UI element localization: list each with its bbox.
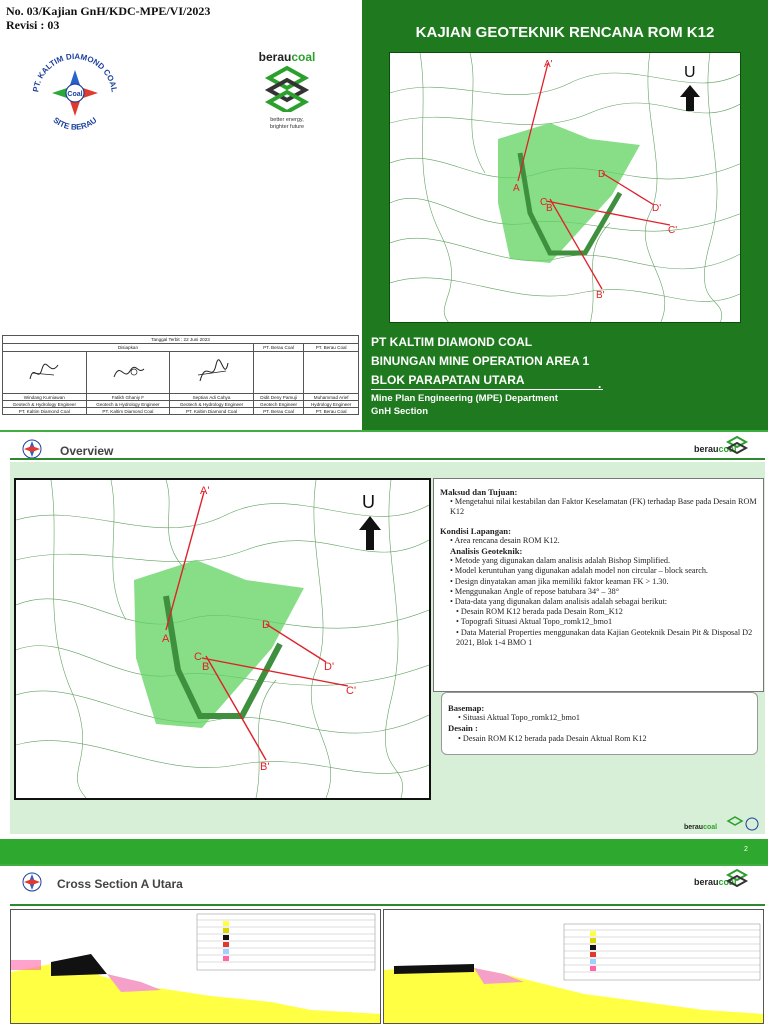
- north-arrow-icon: [359, 516, 381, 550]
- label-a-prime: A': [544, 59, 553, 70]
- analisis-heading: Analisis Geoteknik:: [450, 546, 523, 557]
- label-b: B: [546, 203, 553, 214]
- north-label: U: [362, 492, 375, 512]
- seal-bottom-text: SITE BERAU: [51, 115, 99, 132]
- signature-icon: [192, 357, 232, 387]
- signature-cell-empty: [253, 352, 303, 394]
- cross-section-right: [383, 909, 764, 1024]
- label-d-prime: D': [652, 203, 662, 214]
- approver-name: Septian Adi Cahya: [170, 394, 254, 401]
- approval-header-berau-1: PT. Berau Coal: [253, 344, 303, 352]
- department-info: [371, 392, 558, 418]
- kondisi-heading: Kondisi Lapangan:: [440, 525, 511, 536]
- label-d: D: [598, 169, 606, 180]
- approval-date: Tanggal Terbit : 22 Juni 2023: [3, 336, 359, 344]
- berau-coal-emblem-icon: [247, 64, 327, 112]
- block-name: BLOK PARAPATAN UTARA: [371, 373, 525, 387]
- cross-section-title: Cross Section A Utara: [57, 877, 183, 891]
- svg-text:SITE BERAU: [52, 115, 99, 131]
- basemap-heading: Basemap:: [448, 703, 485, 713]
- approver-name: Fatikh Ghaniy F: [86, 394, 170, 401]
- cross-section-header-line: [10, 904, 765, 906]
- approver-company: PT. Kaltim Diamond Coal: [86, 408, 170, 415]
- north-arrow-icon: [680, 85, 700, 111]
- approver-company: PT. Kaltim Diamond Coal: [3, 408, 87, 415]
- mine-operation-area: BINUNGAN MINE OPERATION AREA 1: [371, 354, 590, 368]
- cross-section-drawing: [11, 910, 381, 1024]
- approver-role: Geotech & Hydrology Engineer: [86, 401, 170, 408]
- approver-name: Windang Kurniawan: [3, 394, 87, 401]
- berau-coal-emblem-icon: [724, 869, 750, 891]
- overview-footer-bar: [0, 839, 768, 864]
- approver-role: Geotech & Hydrology Engineer: [170, 401, 254, 408]
- label-b-prime: B': [596, 290, 605, 301]
- berau-coal-logo: [247, 50, 327, 135]
- cross-section-left: [10, 909, 381, 1024]
- objectives-textbox: [433, 478, 764, 692]
- analisis-item: • Metode yang digunakan dalam analisis adalah Bishop Simplified.: [450, 556, 757, 566]
- analisis-item: • Menggunakan Angle of repose batubara 34° – 38°: [450, 587, 757, 597]
- cover-site-map: [389, 52, 741, 323]
- kdc-mini-seal-icon: [12, 436, 52, 460]
- material-legend-table: [564, 924, 760, 980]
- section-name: GnH Section: [371, 406, 429, 417]
- overview-site-map: [14, 478, 431, 800]
- logo-word-coal: coal: [718, 877, 737, 887]
- signature-cell-empty: [304, 352, 359, 394]
- cross-section-drawing: [384, 910, 764, 1024]
- overview-title: Overview: [60, 444, 114, 458]
- material-legend-table: [197, 914, 375, 970]
- approval-header-prepared: Disiapkan: [3, 344, 254, 352]
- logo-word-coal: coal: [703, 824, 718, 831]
- document-number-block: [6, 4, 210, 32]
- analisis-item: • Design dinyatakan aman jika memiliki faktor keaman FK > 1.30.: [450, 577, 757, 587]
- seal-top-text: PT. KALTIM DIAMOND COAL: [31, 51, 119, 93]
- approval-table: [2, 335, 359, 415]
- company-name: PT KALTIM DIAMOND COAL: [371, 335, 533, 349]
- signature-cell: [3, 352, 87, 394]
- logo-word-coal: coal: [291, 50, 316, 64]
- label-b: B: [202, 661, 210, 673]
- label-a: A: [513, 183, 520, 194]
- signature-cell: [170, 352, 254, 394]
- maksud-heading: Maksud dan Tujuan:: [440, 487, 518, 497]
- label-c-prime: C': [346, 685, 357, 697]
- topographic-map: [390, 53, 741, 323]
- label-b-prime: B': [260, 761, 270, 773]
- analisis-item: • Data-data yang digunakan dalam analisis adalah sebagai berikut:: [450, 597, 757, 607]
- label-d: D: [262, 619, 270, 631]
- signature-icon: [24, 357, 64, 387]
- logo-word-berau: berau: [684, 824, 704, 831]
- logo-word-coal: coal: [718, 444, 737, 454]
- label-c: C: [194, 651, 202, 663]
- cover-title: KAJIAN GEOTEKNIK RENCANA ROM K12: [415, 24, 715, 41]
- document-number: No. 03/Kajian GnH/KDC-MPE/VI/2023: [6, 4, 211, 18]
- underline-dot: .: [598, 377, 602, 391]
- seal-center-text: Coal: [67, 91, 83, 98]
- desain-item: • Desain ROM K12 berada pada Desain Aktual Rom K12: [458, 734, 751, 744]
- data-item: • Desain ROM K12 berada pada Desain Rom_K12: [456, 607, 757, 617]
- approver-name: Didit Deny Pamuji: [253, 394, 303, 401]
- approver-role: Geotech Engineer: [253, 401, 303, 408]
- topographic-map: [16, 480, 429, 798]
- north-label: U: [684, 64, 696, 81]
- label-d-prime: D': [324, 661, 335, 673]
- footer-emblems-icon: [726, 815, 760, 835]
- signature-icon: [108, 357, 148, 387]
- desain-heading: Desain :: [448, 723, 478, 734]
- label-c: C: [540, 197, 548, 208]
- kondisi-item: • Area rencana desain ROM K12.: [450, 536, 757, 546]
- footer-logo: [684, 824, 717, 831]
- department-name: Mine Plan Engineering (MPE) Department: [371, 393, 558, 404]
- kdc-mini-seal-icon: [12, 869, 52, 893]
- maksud-item: • Mengetahui nilai kestabilan dan Faktor Keselamatan (FK) terhadap Base pada Desain ROM K12: [450, 497, 757, 517]
- revision-number: Revisi : 03: [6, 18, 60, 32]
- basemap-textbox: [441, 692, 758, 755]
- basemap-item: • Situasi Aktual Topo_romk12_bmo1: [458, 713, 751, 723]
- data-item: • Data Material Properties menggunakan data Kajian Geoteknik Desain Pit & Disposal D2 2021, Blok 1-4 BMO 1: [456, 628, 757, 648]
- logo-word-berau: berau: [258, 50, 292, 64]
- analisis-item: • Model keruntuhan yang digunakan adalah model non circular – block search.: [450, 566, 757, 576]
- company-underline: [371, 389, 603, 390]
- approver-company: PT. Berau Coal: [253, 408, 303, 415]
- kaltim-diamond-coal-seal: [20, 44, 130, 134]
- signature-cell: [86, 352, 170, 394]
- label-a: A: [162, 633, 170, 645]
- logo-tagline-2: brighter future: [269, 124, 305, 130]
- company-info: [371, 333, 589, 390]
- approver-company: PT. Berau Coal: [304, 408, 359, 415]
- approver-company: PT. Kaltim Diamond Coal: [170, 408, 254, 415]
- page-number: 2: [744, 846, 748, 853]
- approver-name: Muhammad Arief: [304, 394, 359, 401]
- logo-tagline-1: better energy,: [270, 117, 304, 123]
- approver-role: Hydrology Engineer: [304, 401, 359, 408]
- overview-header-line: [10, 458, 765, 460]
- approval-header-berau-2: PT. Berau Coal: [304, 344, 359, 352]
- logo-word-berau: berau: [694, 877, 719, 887]
- data-item: • Topografi Situasi Aktual Topo_romk12_bmo1: [456, 617, 757, 627]
- logo-word-berau: berau: [694, 444, 719, 454]
- approver-role: Geotech & Hydrology Engineer: [3, 401, 87, 408]
- label-c-prime: C': [668, 225, 678, 236]
- label-a-prime: A': [200, 485, 210, 497]
- berau-coal-emblem-icon: [724, 436, 750, 458]
